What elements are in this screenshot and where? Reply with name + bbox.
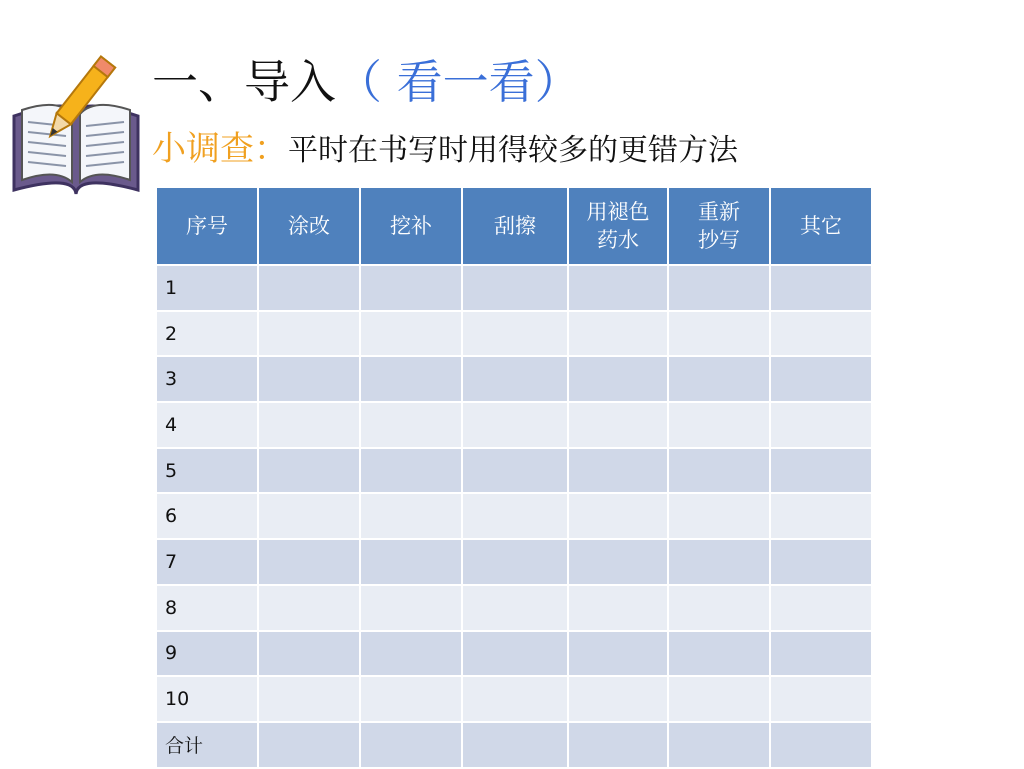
table-cell — [568, 265, 668, 311]
table-row — [156, 265, 872, 311]
table-cell — [258, 402, 360, 448]
table-cell — [462, 539, 568, 585]
table-cell — [568, 493, 668, 539]
table-cell — [462, 493, 568, 539]
table-cell — [258, 676, 360, 722]
table-row — [156, 448, 872, 494]
table-cell — [258, 722, 360, 768]
table-cell — [258, 448, 360, 494]
table-cell — [462, 311, 568, 357]
column-header — [668, 187, 770, 265]
table-cell — [668, 356, 770, 402]
table-cell — [568, 402, 668, 448]
table-cell — [668, 311, 770, 357]
column-header — [462, 187, 568, 265]
table-cell — [360, 448, 462, 494]
table-row — [156, 631, 872, 677]
table-row — [156, 722, 872, 768]
column-header-line: 刮擦 — [494, 214, 536, 238]
table-cell — [568, 356, 668, 402]
table-cell — [770, 585, 872, 631]
column-header-line: 药水 — [597, 228, 639, 252]
column-header-line: 其它 — [800, 214, 842, 238]
table-cell — [568, 539, 668, 585]
table-row — [156, 493, 872, 539]
row-index-cell: 3 — [156, 356, 258, 402]
table-cell — [258, 311, 360, 357]
table-cell — [668, 631, 770, 677]
table-cell — [360, 631, 462, 677]
column-header-line: 抄写 — [698, 228, 740, 252]
table-cell — [462, 631, 568, 677]
title-main: 一、导入 — [152, 55, 336, 109]
table-row — [156, 311, 872, 357]
row-index-cell: 合计 — [156, 722, 258, 768]
table-cell — [360, 493, 462, 539]
row-index-cell: 8 — [156, 585, 258, 631]
table-cell — [568, 448, 668, 494]
table-cell — [360, 265, 462, 311]
table-row — [156, 676, 872, 722]
table-cell — [462, 402, 568, 448]
table-cell — [770, 722, 872, 768]
table-row — [156, 585, 872, 631]
table-cell — [360, 539, 462, 585]
table-cell — [568, 631, 668, 677]
table-cell — [770, 676, 872, 722]
column-header — [770, 187, 872, 265]
table-header-row — [156, 187, 872, 265]
table-cell — [668, 539, 770, 585]
table-cell — [462, 722, 568, 768]
row-index-cell: 9 — [156, 631, 258, 677]
table-row — [156, 402, 872, 448]
table-cell — [258, 631, 360, 677]
table-cell — [770, 448, 872, 494]
table-cell — [462, 356, 568, 402]
table-cell — [258, 539, 360, 585]
table-cell — [668, 676, 770, 722]
column-header-line: 涂改 — [288, 214, 330, 238]
column-header — [360, 187, 462, 265]
subtitle — [152, 124, 738, 174]
row-index-cell: 6 — [156, 493, 258, 539]
row-index-cell: 4 — [156, 402, 258, 448]
table-row — [156, 539, 872, 585]
survey-table — [155, 186, 873, 769]
table-cell — [770, 402, 872, 448]
table-cell — [568, 676, 668, 722]
row-index-cell: 5 — [156, 448, 258, 494]
table-cell — [462, 265, 568, 311]
table-cell — [770, 356, 872, 402]
table-cell — [462, 676, 568, 722]
table-cell — [668, 402, 770, 448]
row-index-cell: 10 — [156, 676, 258, 722]
table-cell — [360, 722, 462, 768]
column-header-line: 挖补 — [390, 214, 432, 238]
column-header-line: 序号 — [186, 214, 228, 238]
table-cell — [668, 722, 770, 768]
open-book-pencil-icon — [8, 44, 144, 204]
table-cell — [770, 311, 872, 357]
table-row — [156, 356, 872, 402]
table-cell — [360, 585, 462, 631]
table-cell — [568, 585, 668, 631]
table-cell — [360, 402, 462, 448]
table-cell — [258, 265, 360, 311]
table-cell — [668, 585, 770, 631]
column-header-line: 重新 — [698, 200, 740, 224]
table-cell — [360, 676, 462, 722]
table-cell — [668, 493, 770, 539]
table-cell — [258, 585, 360, 631]
column-header — [568, 187, 668, 265]
table-cell — [462, 448, 568, 494]
column-header — [258, 187, 360, 265]
table-cell — [668, 448, 770, 494]
table-cell — [568, 722, 668, 768]
subtitle-label: 小调查： — [152, 129, 288, 169]
table-cell — [770, 631, 872, 677]
table-cell — [360, 311, 462, 357]
row-index-cell: 2 — [156, 311, 258, 357]
table-cell — [258, 493, 360, 539]
column-header — [156, 187, 258, 265]
table-cell — [568, 311, 668, 357]
table-cell — [360, 356, 462, 402]
subtitle-text: 平时在书写时用得较多的更错方法 — [288, 133, 738, 168]
table-cell — [770, 265, 872, 311]
table-cell — [258, 356, 360, 402]
row-index-cell: 7 — [156, 539, 258, 585]
table-cell — [770, 539, 872, 585]
table-cell — [668, 265, 770, 311]
table-cell — [770, 493, 872, 539]
title-sub: （ 看一看） — [336, 55, 581, 109]
table-cell — [462, 585, 568, 631]
page-title — [152, 52, 581, 112]
column-header-line: 用褪色 — [586, 200, 650, 224]
row-index-cell: 1 — [156, 265, 258, 311]
